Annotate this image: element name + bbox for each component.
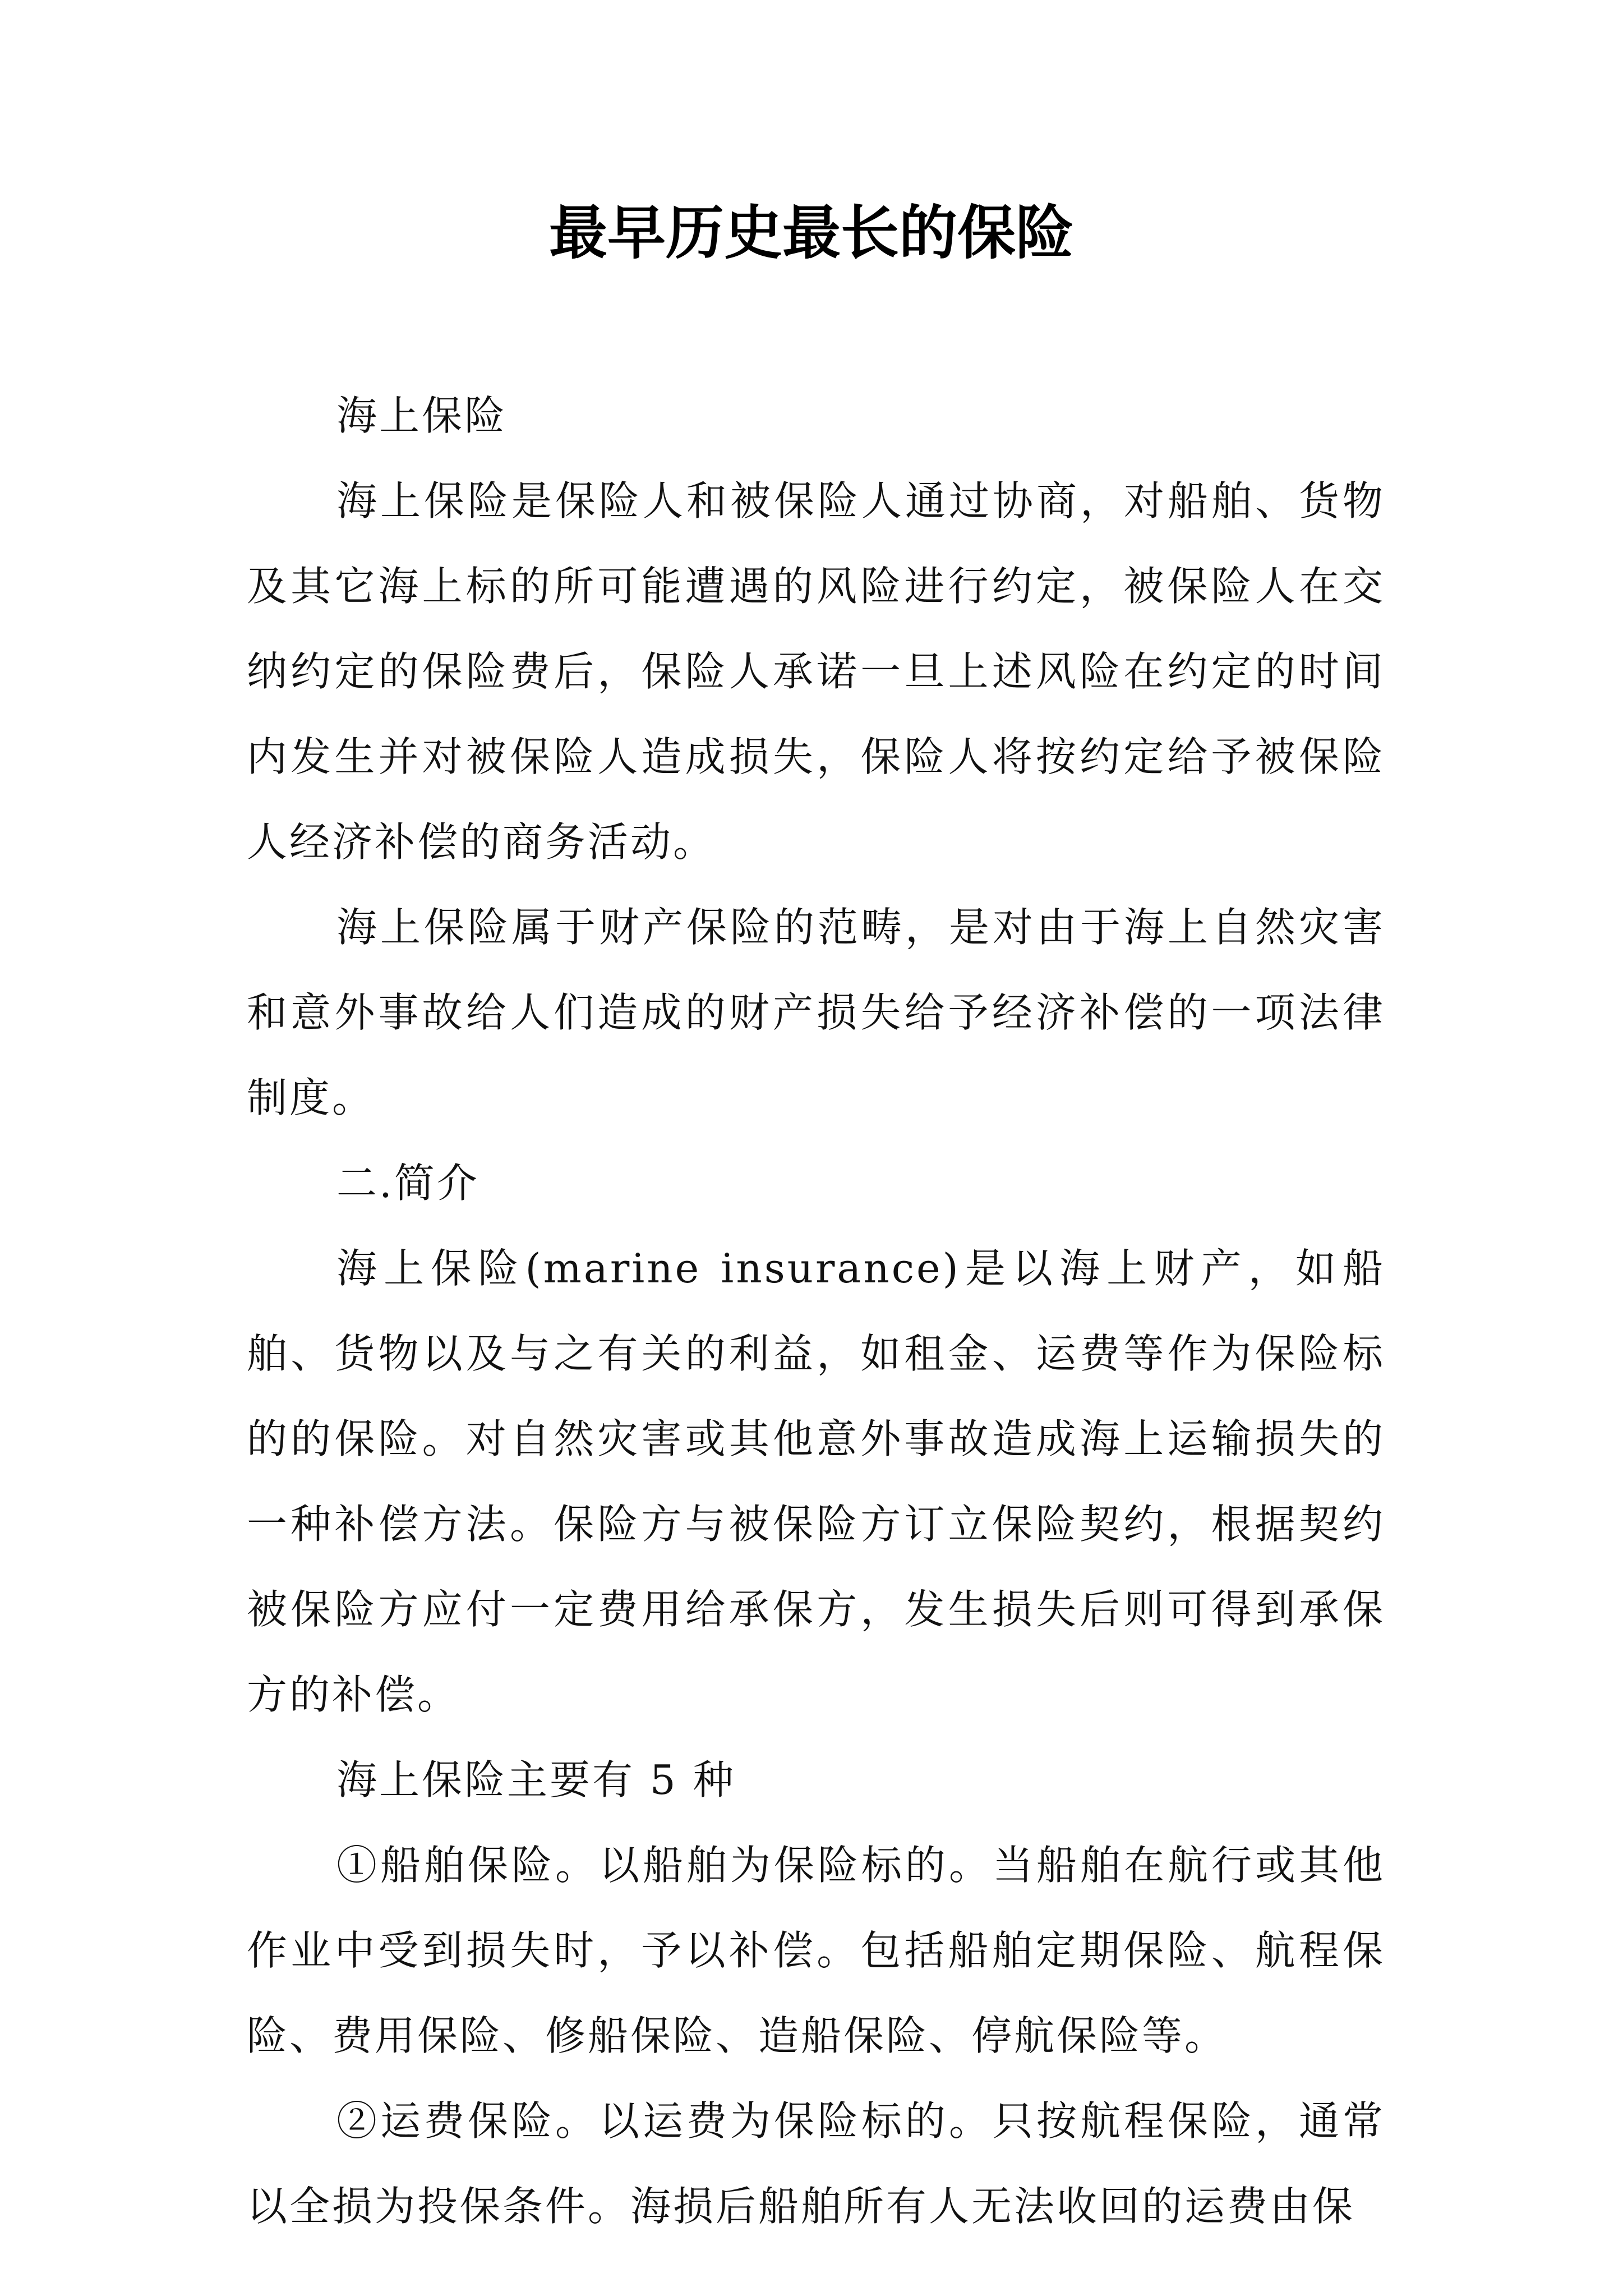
paragraph-heading-marine-insurance: 海上保险	[336, 392, 508, 439]
paragraph-category: 海上保险属于财产保险的范畴，是对由于海上自然灾害和意外事故给人们造成的财产损失给予经济补偿的一项法律制度。	[247, 904, 1385, 1121]
paragraph-five-types: 海上保险主要有 5 种	[336, 1756, 736, 1803]
document-title: 最早历史最长的保险	[548, 198, 1074, 267]
paragraph-intro: 海上保险(marine insurance)是以海上财产，如船舶、货物以及与之有关的利益，如租金、运费等作为保险标的的保险。对自然灾害或其他意外事故造成海上运输损失的一种补偿方法。保险方与被保险方订立保险契约，根据契约被保险方应付一定费用给承保方，发生损失后则可得到承保方的补偿。	[247, 1245, 1385, 1718]
paragraph-freight-insurance: ②运费保险。以运费为保险标的。只按航程保险，通常以全损为投保条件。海损后船舶所有人无法收回的运费由保	[247, 2097, 1385, 2230]
paragraph-ship-insurance: ①船舶保险。以船舶为保险标的。当船舶在航行或其他作业中受到损失时，予以补偿。包括船舶定期保险、航程保险、费用保险、修船保险、造船保险、停航保险等。	[247, 1842, 1385, 2059]
paragraph-definition: 海上保险是保险人和被保险人通过协商，对船舶、货物及其它海上标的所可能遭遇的风险进行约定，被保险人在交纳约定的保险费后，保险人承诺一旦上述风险在约定的时间内发生并对被保险人造成损失，保险人将按约定给予被保险人经济补偿的商务活动。	[247, 477, 1385, 866]
document-body	[247, 373, 1385, 2249]
paragraph-heading-intro: 二.简介	[336, 1159, 479, 1207]
